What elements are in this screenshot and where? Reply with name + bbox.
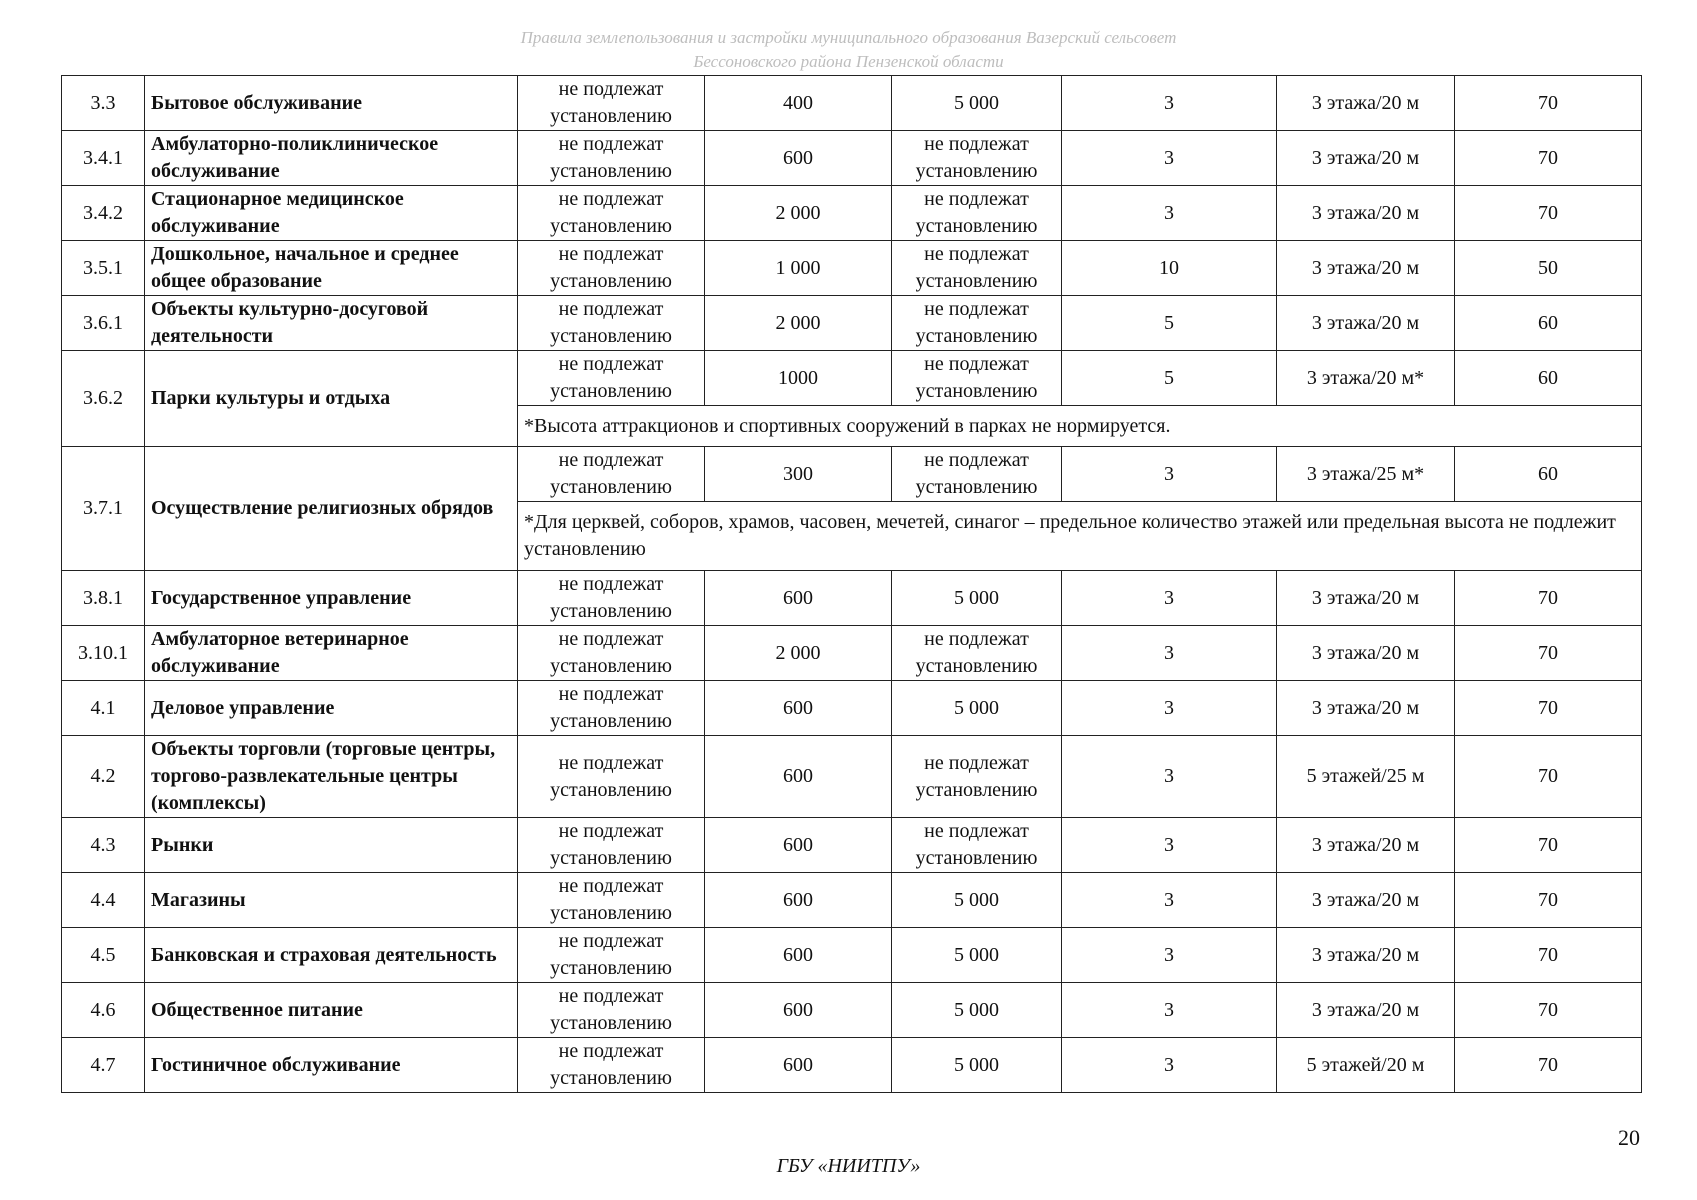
cell-name: Амбулаторно-поликлиническое обслуживание: [145, 131, 518, 186]
cell-value: 70: [1455, 76, 1642, 131]
cell-value: 70: [1455, 571, 1642, 626]
cell-code: 3.7.1: [62, 447, 145, 571]
table-row: [62, 186, 1642, 241]
cell-value: не подлежат установлению: [892, 296, 1062, 351]
cell-value: 3: [1062, 131, 1277, 186]
footer-org: ГБУ «НИИТПУ»: [776, 1155, 921, 1177]
cell-value: 3: [1062, 983, 1277, 1038]
cell-value: не подлежат установлению: [518, 186, 705, 241]
cell-name: Парки культуры и отдыха: [145, 351, 518, 447]
cell-value: 70: [1455, 681, 1642, 736]
cell-code: 4.6: [62, 983, 145, 1038]
cell-value: 5 000: [892, 76, 1062, 131]
cell-value: 3 этажа/20 м: [1277, 928, 1455, 983]
cell-value: не подлежат установлению: [892, 818, 1062, 873]
cell-value: 60: [1455, 296, 1642, 351]
cell-value: 70: [1455, 873, 1642, 928]
cell-value: 600: [705, 983, 892, 1038]
cell-value: 2 000: [705, 626, 892, 681]
cell-value: не подлежат установлению: [518, 131, 705, 186]
cell-value: не подлежат установлению: [518, 873, 705, 928]
cell-value: 3 этажа/20 м: [1277, 818, 1455, 873]
cell-value: 3: [1062, 447, 1277, 502]
cell-value: не подлежат установлению: [518, 1038, 705, 1093]
cell-value: 600: [705, 131, 892, 186]
cell-value: 3: [1062, 626, 1277, 681]
cell-value: 600: [705, 928, 892, 983]
cell-value: не подлежат установлению: [892, 351, 1062, 406]
cell-name: Магазины: [145, 873, 518, 928]
cell-value: 3 этажа/20 м*: [1277, 351, 1455, 406]
cell-code: 3.4.1: [62, 131, 145, 186]
cell-code: 4.3: [62, 818, 145, 873]
cell-value: 5: [1062, 351, 1277, 406]
cell-value: 3 этажа/20 м: [1277, 983, 1455, 1038]
cell-name: Бытовое обслуживание: [145, 76, 518, 131]
cell-name: Банковская и страховая деятельность: [145, 928, 518, 983]
table-row: [62, 131, 1642, 186]
cell-value: 3: [1062, 928, 1277, 983]
cell-value: 3 этажа/20 м: [1277, 186, 1455, 241]
cell-value: не подлежат установлению: [518, 351, 705, 406]
cell-note: *Для церквей, соборов, храмов, часовен, мечетей, синагог – предельное количество этажей или предельная высота не подлежит установлению: [518, 502, 1642, 571]
cell-value: 3 этажа/20 м: [1277, 571, 1455, 626]
cell-value: 3 этажа/25 м*: [1277, 447, 1455, 502]
header-line-2: Бессоновского района Пензенской области: [693, 52, 1004, 71]
table-row: [62, 928, 1642, 983]
cell-value: не подлежат установлению: [518, 681, 705, 736]
cell-code: 4.2: [62, 736, 145, 818]
cell-value: не подлежат установлению: [892, 626, 1062, 681]
cell-value: 3 этажа/20 м: [1277, 626, 1455, 681]
cell-value: 3 этажа/20 м: [1277, 681, 1455, 736]
cell-value: 60: [1455, 351, 1642, 406]
cell-code: 3.6.2: [62, 351, 145, 447]
cell-value: 600: [705, 818, 892, 873]
cell-value: не подлежат установлению: [518, 626, 705, 681]
table-row: [62, 241, 1642, 296]
cell-value: 70: [1455, 818, 1642, 873]
cell-value: 3: [1062, 571, 1277, 626]
cell-value: 70: [1455, 928, 1642, 983]
cell-value: 5 этажей/20 м: [1277, 1038, 1455, 1093]
table-row: [62, 1038, 1642, 1093]
cell-value: 70: [1455, 736, 1642, 818]
cell-value: не подлежат установлению: [892, 447, 1062, 502]
cell-value: 3: [1062, 1038, 1277, 1093]
cell-name: Рынки: [145, 818, 518, 873]
cell-value: не подлежат установлению: [518, 928, 705, 983]
cell-value: 400: [705, 76, 892, 131]
cell-value: 2 000: [705, 186, 892, 241]
cell-name: Объекты культурно-досуговой деятельности: [145, 296, 518, 351]
cell-value: не подлежат установлению: [518, 983, 705, 1038]
cell-value: не подлежат установлению: [518, 818, 705, 873]
cell-value: 600: [705, 681, 892, 736]
cell-code: 3.3: [62, 76, 145, 131]
cell-name: Общественное питание: [145, 983, 518, 1038]
cell-value: 3: [1062, 818, 1277, 873]
cell-code: 3.4.2: [62, 186, 145, 241]
header-line-1: Правила землепользования и застройки муниципального образования Вазерский сельсовет: [520, 28, 1177, 47]
cell-code: 3.10.1: [62, 626, 145, 681]
cell-value: не подлежат установлению: [518, 296, 705, 351]
cell-value: 5: [1062, 296, 1277, 351]
cell-code: 4.5: [62, 928, 145, 983]
cell-value: 5 000: [892, 983, 1062, 1038]
cell-name: Деловое управление: [145, 681, 518, 736]
page-number: 20: [1618, 1125, 1640, 1150]
table-row: [62, 447, 1642, 502]
cell-value: 3: [1062, 186, 1277, 241]
cell-value: 600: [705, 873, 892, 928]
page-header: [0, 26, 1697, 74]
cell-value: 5 000: [892, 571, 1062, 626]
cell-name: Дошкольное, начальное и среднее общее образование: [145, 241, 518, 296]
cell-name: Объекты торговли (торговые центры, торгово-развлекательные центры (комплексы): [145, 736, 518, 818]
land-use-table: [61, 75, 1642, 1093]
cell-value: 5 000: [892, 873, 1062, 928]
cell-name: Амбулаторное ветеринарное обслуживание: [145, 626, 518, 681]
cell-code: 4.1: [62, 681, 145, 736]
table-row: [62, 681, 1642, 736]
cell-value: 5 этажей/25 м: [1277, 736, 1455, 818]
cell-value: 5 000: [892, 928, 1062, 983]
table-row: [62, 296, 1642, 351]
cell-code: 4.4: [62, 873, 145, 928]
cell-value: 10: [1062, 241, 1277, 296]
cell-value: 3 этажа/20 м: [1277, 76, 1455, 131]
cell-name: Гостиничное обслуживание: [145, 1038, 518, 1093]
cell-value: 3 этажа/20 м: [1277, 296, 1455, 351]
table-row: [62, 626, 1642, 681]
cell-value: 3: [1062, 873, 1277, 928]
cell-code: 3.5.1: [62, 241, 145, 296]
cell-value: 5 000: [892, 1038, 1062, 1093]
cell-value: не подлежат установлению: [518, 76, 705, 131]
cell-value: 300: [705, 447, 892, 502]
cell-name: Осуществление религиозных обрядов: [145, 447, 518, 571]
cell-value: 600: [705, 1038, 892, 1093]
cell-code: 3.8.1: [62, 571, 145, 626]
cell-value: не подлежат установлению: [518, 241, 705, 296]
cell-value: 60: [1455, 447, 1642, 502]
table-row: [62, 571, 1642, 626]
cell-value: 1 000: [705, 241, 892, 296]
cell-value: 3 этажа/20 м: [1277, 873, 1455, 928]
cell-code: 4.7: [62, 1038, 145, 1093]
cell-value: не подлежат установлению: [892, 131, 1062, 186]
cell-value: не подлежат установлению: [518, 571, 705, 626]
cell-code: 3.6.1: [62, 296, 145, 351]
cell-value: 70: [1455, 983, 1642, 1038]
cell-value: 70: [1455, 626, 1642, 681]
cell-value: не подлежат установлению: [892, 186, 1062, 241]
cell-value: не подлежат установлению: [518, 447, 705, 502]
cell-name: Государственное управление: [145, 571, 518, 626]
table-row: [62, 736, 1642, 818]
table-row: [62, 818, 1642, 873]
table-row: [62, 873, 1642, 928]
cell-note: *Высота аттракционов и спортивных сооружений в парках не нормируется.: [518, 406, 1642, 447]
cell-value: 3 этажа/20 м: [1277, 241, 1455, 296]
table-row: [62, 983, 1642, 1038]
cell-value: 600: [705, 571, 892, 626]
table-row: [62, 76, 1642, 131]
cell-value: не подлежат установлению: [892, 736, 1062, 818]
cell-value: не подлежат установлению: [892, 241, 1062, 296]
cell-name: Стационарное медицинское обслуживание: [145, 186, 518, 241]
cell-value: не подлежат установлению: [518, 736, 705, 818]
cell-value: 600: [705, 736, 892, 818]
cell-value: 70: [1455, 1038, 1642, 1093]
cell-value: 3: [1062, 76, 1277, 131]
cell-value: 3 этажа/20 м: [1277, 131, 1455, 186]
cell-value: 70: [1455, 131, 1642, 186]
table-row: [62, 351, 1642, 406]
cell-value: 1000: [705, 351, 892, 406]
cell-value: 3: [1062, 681, 1277, 736]
cell-value: 3: [1062, 736, 1277, 818]
cell-value: 70: [1455, 186, 1642, 241]
cell-value: 2 000: [705, 296, 892, 351]
cell-value: 50: [1455, 241, 1642, 296]
cell-value: 5 000: [892, 681, 1062, 736]
